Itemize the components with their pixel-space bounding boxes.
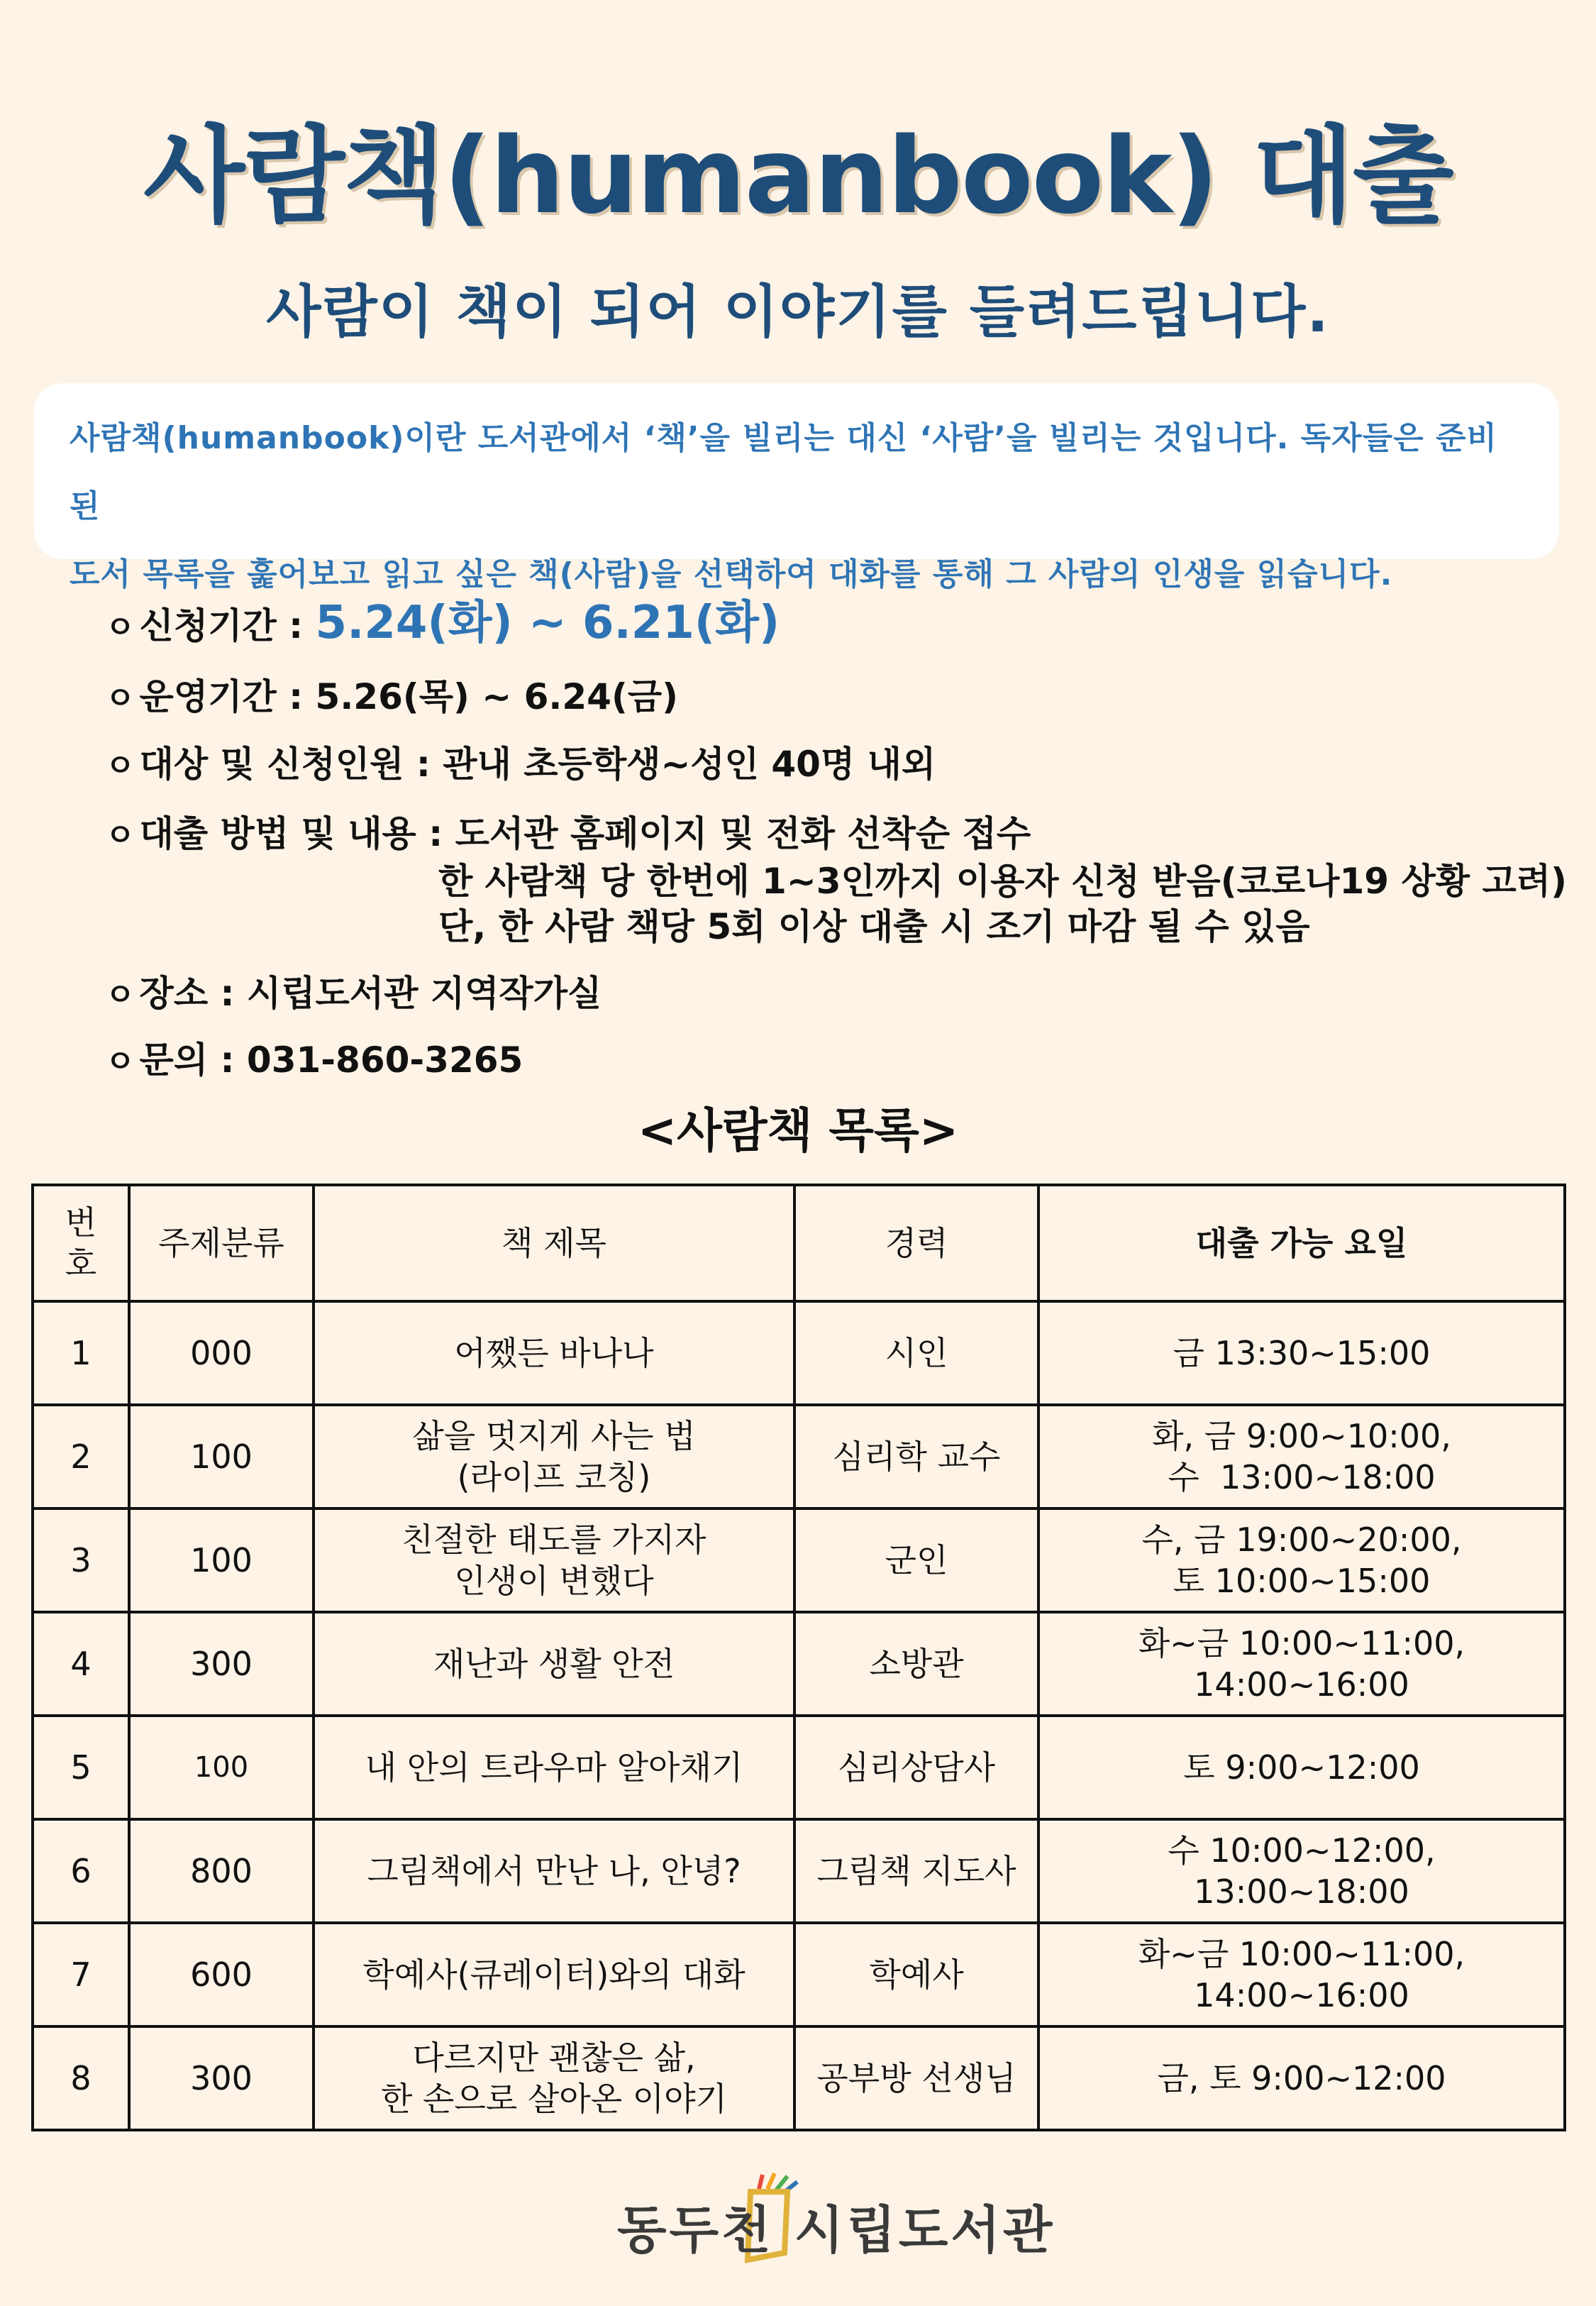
cell-title: 학예사(큐레이터)와의 대화 — [314, 1923, 794, 2026]
cell-career: 군인 — [794, 1508, 1038, 1612]
method-label: 대출 방법 및 내용 : — [139, 813, 455, 854]
cell-number: 7 — [33, 1923, 129, 2026]
cell-number: 6 — [33, 1819, 129, 1923]
cell-category: 800 — [129, 1819, 314, 1923]
header-days: 대출 가능 요일 — [1038, 1185, 1565, 1301]
contact-text: 문의 : 031-860-3265 — [139, 1039, 523, 1081]
page-title: 사람책(humanbook) 대출 — [143, 115, 1453, 237]
cell-category: 300 — [129, 1612, 314, 1716]
info-apply-period — [105, 597, 780, 651]
info-target — [105, 741, 936, 789]
method-line-3: 단, 한 사람 책당 5회 이상 대출 시 조기 마감 될 수 있음 — [438, 906, 1310, 947]
cell-career: 시인 — [794, 1301, 1038, 1405]
bullet-icon: ㅇ — [105, 680, 135, 717]
intro-line-2: 도서 목록을 훑어보고 읽고 싶은 책(사람)을 선택하여 대화를 통해 그 사람의 인생을 읽습니다. — [70, 556, 1393, 592]
operate-text: 운영기간 : 5.26(목) ~ 6.24(금) — [139, 676, 678, 717]
method-line-1: 도서관 홈페이지 및 전화 선착순 접수 — [455, 813, 1031, 854]
cell-days: 화~금 10:00~11:00, 14:00~16:00 — [1038, 1923, 1565, 2026]
humanbook-table — [31, 1184, 1566, 2131]
info-method — [105, 811, 1567, 949]
bullet-icon: ㅇ — [105, 609, 135, 646]
list-title: <사람책 목록> — [637, 1103, 959, 1158]
table-row — [33, 1923, 1565, 2026]
table-row — [33, 1301, 1565, 1405]
cell-category: 600 — [129, 1923, 314, 2026]
table-header-row — [33, 1185, 1565, 1301]
cell-title: 그림책에서 만난 나, 안녕? — [314, 1819, 794, 1923]
cell-category: 100 — [129, 1716, 314, 1819]
cell-title: 어쨌든 바나나 — [314, 1301, 794, 1405]
info-operate-period — [105, 674, 678, 722]
cell-career: 심리학 교수 — [794, 1405, 1038, 1508]
cell-career: 학예사 — [794, 1923, 1038, 2026]
cell-category: 100 — [129, 1405, 314, 1508]
info-contact — [105, 1037, 523, 1085]
cell-category: 100 — [129, 1508, 314, 1612]
cell-days: 금 13:30~15:00 — [1038, 1301, 1565, 1405]
cell-title: 친절한 태도를 가지자 인생이 변했다 — [314, 1508, 794, 1612]
bullet-icon: ㅇ — [105, 977, 135, 1013]
header-career: 경력 — [794, 1185, 1038, 1301]
place-text: 장소 : 시립도서관 지역작가실 — [139, 973, 602, 1014]
header-category: 주제분류 — [129, 1185, 314, 1301]
cell-number: 3 — [33, 1508, 129, 1612]
cell-days: 수 10:00~12:00, 13:00~18:00 — [1038, 1819, 1565, 1923]
info-place — [105, 971, 602, 1018]
header-title: 책 제목 — [314, 1185, 794, 1301]
cell-career: 심리상담사 — [794, 1716, 1038, 1819]
table-row — [33, 1508, 1565, 1612]
table-row — [33, 1405, 1565, 1508]
library-logo — [617, 2168, 1055, 2274]
header-number: 번 호 — [33, 1185, 129, 1301]
table-row — [33, 1819, 1565, 1923]
cell-title: 다르지만 괜찮은 삶, 한 손으로 살아온 이야기 — [314, 2026, 794, 2130]
table-row — [33, 1716, 1565, 1819]
cell-number: 5 — [33, 1716, 129, 1819]
bullet-icon: ㅇ — [105, 748, 135, 784]
table-row — [33, 2026, 1565, 2130]
cell-category: 000 — [129, 1301, 314, 1405]
cell-title: 삶을 멋지게 사는 법 (라이프 코칭) — [314, 1405, 794, 1508]
table-row — [33, 1612, 1565, 1716]
cell-days: 금, 토 9:00~12:00 — [1038, 2026, 1565, 2130]
bullet-icon: ㅇ — [105, 817, 135, 854]
bullet-icon: ㅇ — [105, 1044, 135, 1080]
cell-number: 8 — [33, 2026, 129, 2130]
cell-number: 4 — [33, 1612, 129, 1716]
cell-days: 화, 금 9:00~10:00, 수 13:00~18:00 — [1038, 1405, 1565, 1508]
cell-title: 재난과 생활 안전 — [314, 1612, 794, 1716]
logo-text: 동두천 시립도서관 — [617, 2200, 1055, 2260]
cell-number: 1 — [33, 1301, 129, 1405]
cell-days: 화~금 10:00~11:00, 14:00~16:00 — [1038, 1612, 1565, 1716]
method-line-2: 한 사람책 당 한번에 1~3인까지 이용자 신청 받음(코로나19 상황 고려) — [438, 861, 1567, 902]
cell-days: 토 9:00~12:00 — [1038, 1716, 1565, 1819]
target-text: 대상 및 신청인원 : 관내 초등학생~성인 40명 내외 — [139, 744, 936, 785]
page-subtitle: 사람이 책이 되어 이야기를 들려드립니다. — [266, 279, 1330, 345]
apply-value: 5.24(화) ~ 6.21(화) — [315, 597, 780, 649]
intro-box — [34, 383, 1559, 592]
cell-category: 300 — [129, 2026, 314, 2130]
cell-career: 공부방 선생님 — [794, 2026, 1038, 2130]
cell-career: 소방관 — [794, 1612, 1038, 1716]
intro-line-1: 사람책(humanbook)이란 도서관에서 ‘책’을 빌리는 대신 ‘사람’을 빌리는 것입니다. 독자들은 준비된 — [70, 420, 1498, 524]
cell-days: 수, 금 19:00~20:00, 토 10:00~15:00 — [1038, 1508, 1565, 1612]
cell-career: 그림책 지도사 — [794, 1819, 1038, 1923]
cell-number: 2 — [33, 1405, 129, 1508]
cell-title: 내 안의 트라우마 알아채기 — [314, 1716, 794, 1819]
apply-label: 신청기간 : — [139, 605, 316, 646]
